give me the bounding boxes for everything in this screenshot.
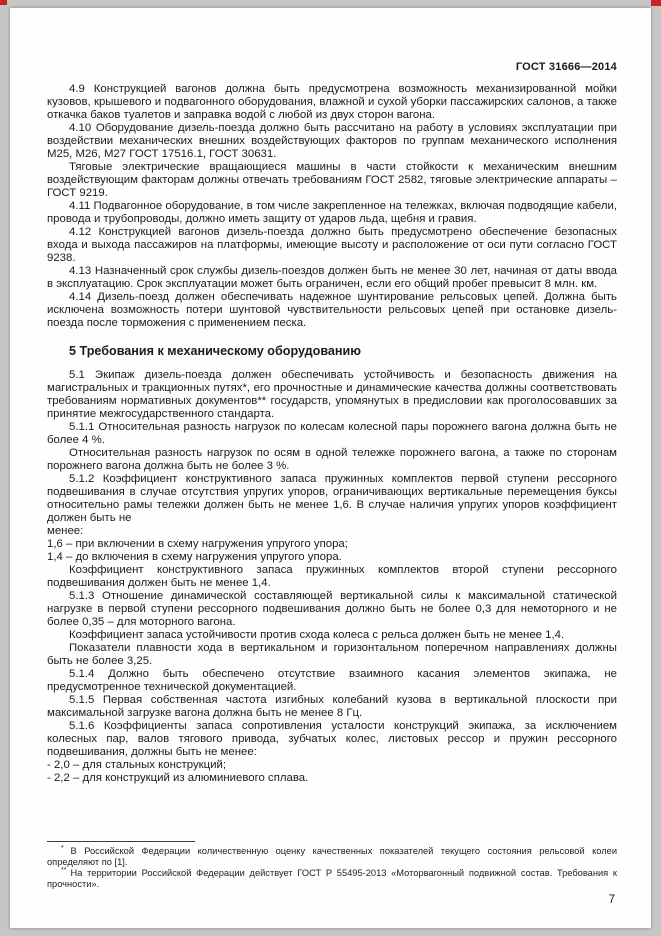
scan-artifact-top-right (651, 0, 661, 6)
document-body (47, 83, 617, 785)
paragraph: 4.11 Подвагонное оборудование, в том числе закрепленное на тележках, включая подводящие кабели, провода и трубопроводы, должно иметь защиту от ударов льда, щебня и гравия. (47, 200, 617, 225)
footnote-list (47, 846, 617, 890)
paragraph: 5.1.2 Коэффициент конструктивного запаса пружинных комплектов первой ступени рессорного подвешивания в случае отсутствия упругих упоров, ограничивающих вертикальные перемещения буксы относительно рамы тележки должен быть не менее 1,6. В случае наличия упругих упоров коэффициент должен быть не (47, 473, 617, 524)
paragraph: 5.1.4 Должно быть обеспечено отсутствие взаимного касания элементов экипажа, не предусмотренное технической документацией. (47, 668, 617, 693)
paragraph: 5.1 Экипаж дизель-поезда должен обеспечивать устойчивость и безопасность движения на магистральных и тракционных путях*, его прочностные и динамические качества должны соответствовать требованиям нормативных документов** государств, упомянутых в предисловии как проголосовавших за принятие межгосударственного стандарта. (47, 369, 617, 420)
paragraph: Коэффициент конструктивного запаса пружинных комплектов второй ступени рессорного подвешивания должен быть не менее 1,4. (47, 564, 617, 589)
paragraph: 4.14 Дизель-поезд должен обеспечивать надежное шунтирование рельсовых цепей. Должна быть исключена возможность потери шунтовой чувствительности рельсовых цепей при остановке дизель-поезда после торможения с применением песка. (47, 291, 617, 329)
paragraph: 4.9 Конструкцией вагонов должна быть предусмотрена возможность механизированной мойки кузовов, крышевого и подвагонного оборудования, влажной и сухой уборки пассажирских салонов, а также откачка баков туалетов и заправка водой с любой из двух сторон вагона. (47, 83, 617, 121)
paragraph: Коэффициент запаса устойчивости против схода колеса с рельса должен быть не менее 1,4. (69, 629, 565, 641)
page-number: 7 (608, 894, 615, 906)
footnotes-section (47, 841, 617, 890)
paragraph: Относительная разность нагрузок по осям в одной тележке порожнего вагона, а также по сторонам порожнего вагона должна быть не более 3 %. (47, 447, 617, 472)
paragraph: 4.13 Назначенный срок службы дизель-поездов должен быть не менее 30 лет, начиная от даты ввода в эксплуатацию. Срок эксплуатации может быть ограничен, если его общий пробег превысит 8 млн. км. (47, 265, 617, 290)
paragraph: - 2,2 – для конструкций из алюминиевого сплава. (47, 772, 309, 784)
paragraph: 4.12 Конструкцией вагонов дизель-поезда должно быть предусмотрено обеспечение безопасных входа и выхода пассажиров на платформы, имеющие высоту и расположение от оси пути согласно ГОСТ 9238. (47, 226, 617, 264)
paragraph: 5.1.5 Первая собственная частота изгибных колебаний кузова в вертикальной плоскости при максимальной загрузке вагона должна быть не менее 8 Гц. (47, 694, 617, 719)
paragraph: менее: (47, 525, 84, 537)
paragraph: 5.1.6 Коэффициенты запаса сопротивления усталости конструкций экипажа, за исключением колесных пар, валов тягового привода, зубчатых колес, листовых рессор и пружин рессорного подвешивания, должны быть не менее: (47, 720, 617, 758)
document-page (10, 8, 651, 928)
footnote: ** На территории Российской Федерации действует ГОСТ Р 55495-2013 «Моторвагонный подвижной состав. Требования к прочности». (47, 866, 617, 889)
paragraph: 5.1.3 Отношение динамической составляющей вертикальной силы к максимальной статической нагрузке в первой ступени рессорного подвешивания должно быть не более 0,3 для немоторного и не более 0,35 – для моторного вагона. (47, 590, 617, 628)
paragraph: 4.10 Оборудование дизель-поезда должно быть рассчитано на работу в условиях эксплуатации при воздействии механических внешних воздействующих факторов по группам механического исполнения М25, М26, М27 ГОСТ 17516.1, ГОСТ 30631. (47, 122, 617, 160)
paragraph: - 2,0 – для стальных конструкций; (47, 759, 227, 771)
footnote-separator (47, 841, 195, 842)
footnote: * В Российской Федерации количественную оценку качественных показателей текущего состояния рельсовой колеи определяют по [1]. (47, 844, 618, 867)
document-standard-number: ГОСТ 31666—2014 (515, 61, 617, 73)
footnote-marker: * (61, 844, 71, 852)
section-heading: 5 Требования к механическому оборудованию (69, 344, 362, 358)
scan-artifact-top-left (0, 0, 7, 5)
footnote-marker: ** (61, 866, 71, 874)
paragraph: 1,6 – при включении в схему нагружения упругого упора; (47, 538, 348, 550)
paragraph: 1,4 – до включения в схему нагружения упругого упора. (47, 551, 342, 563)
paragraph: Показатели плавности хода в вертикальном и горизонтальном поперечном направлениях должны быть не более 3,25. (47, 642, 617, 667)
paragraph: 5.1.1 Относительная разность нагрузок по колесам колесной пары порожнего вагона должна быть не более 4 %. (47, 421, 617, 446)
paragraph: Тяговые электрические вращающиеся машины в части стойкости к механическим внешним воздействующим факторам должны отвечать требованиям ГОСТ 2582, тяговые электрические аппараты – ГОСТ 9219. (47, 161, 617, 199)
